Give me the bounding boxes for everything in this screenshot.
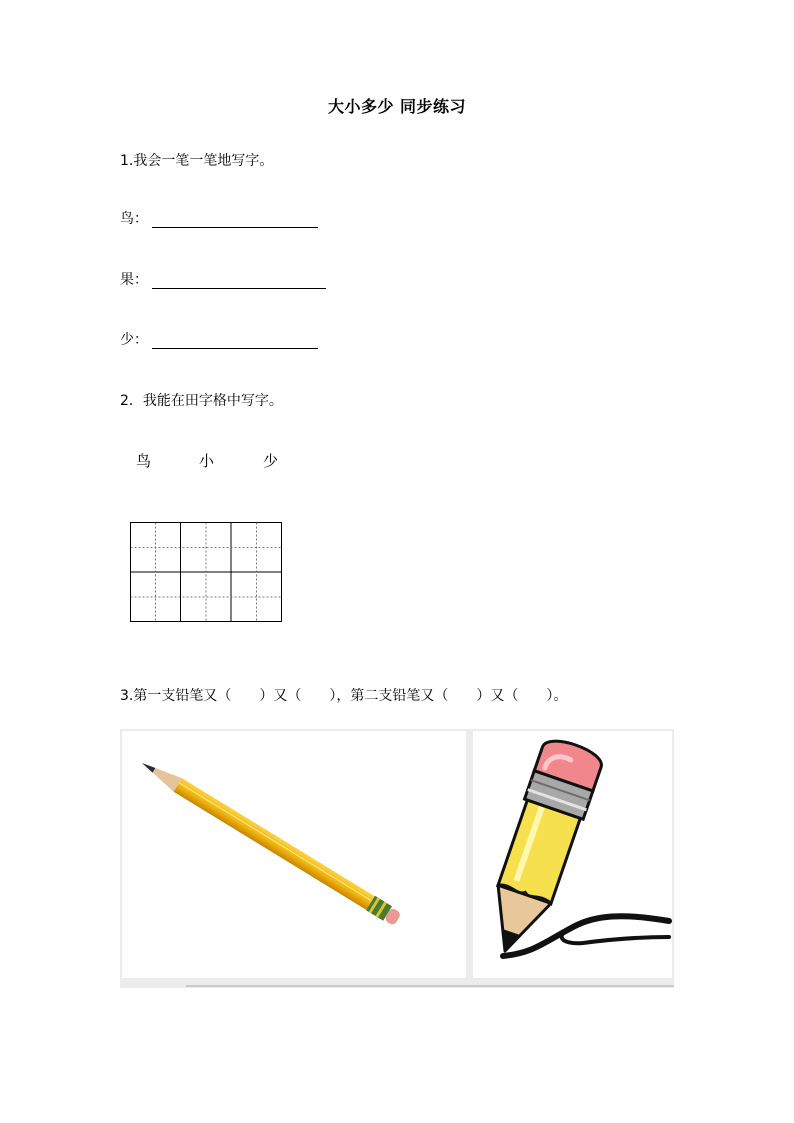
q1-row-3-char: 少 xyxy=(120,332,134,348)
divider-line xyxy=(186,985,674,987)
q1-row-3 xyxy=(120,329,318,349)
image-panel-1 xyxy=(122,731,466,978)
q1-row-1 xyxy=(120,208,318,228)
q2-char-1: 鸟 xyxy=(136,452,152,470)
q1-row-1-sep: ： xyxy=(134,211,148,227)
q1-row-3-sep: ： xyxy=(134,332,148,348)
long-yellow-pencil-icon xyxy=(122,731,466,978)
q1-row-2-answer-line[interactable] xyxy=(152,272,326,289)
question-1-prompt: 1.我会一笔一笔地写字。 xyxy=(120,153,274,169)
q1-row-2 xyxy=(120,269,326,289)
image-panel-2 xyxy=(473,731,672,978)
question-3-prompt: 3.第一支铅笔又（ ）又（ ），第二支铅笔又（ ）又（ ）。 xyxy=(120,688,568,704)
q2-char-2: 小 xyxy=(199,452,215,470)
q1-row-2-sep: ： xyxy=(134,272,148,288)
q1-row-3-answer-line[interactable] xyxy=(152,332,318,349)
tianzige-grid[interactable] xyxy=(130,522,284,624)
page-title: 大小多少 同步练习 xyxy=(327,97,467,116)
q1-row-1-answer-line[interactable] xyxy=(152,211,318,228)
cartoon-pencil-icon xyxy=(473,731,672,978)
q1-row-2-char: 果 xyxy=(120,272,134,288)
q2-char-3: 少 xyxy=(263,452,279,470)
question-2-prompt: 2．我能在田字格中写字。 xyxy=(120,393,283,409)
q1-row-1-char: 鸟 xyxy=(120,211,134,227)
